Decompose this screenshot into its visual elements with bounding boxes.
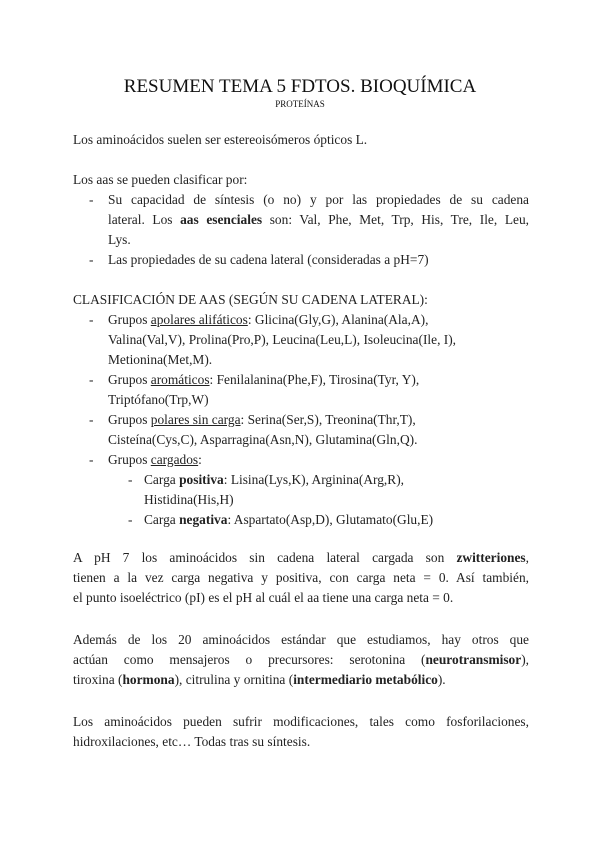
paragraph-stereoisomers: Los aminoácidos suelen ser estereoisómeros ópticos L.: [73, 132, 368, 147]
paragraph-modifications: Los aminoácidos pueden sufrir modificaciones, tales como fosforilaciones, hidroxilaciones, etc… Todas tras su síntesis.: [73, 714, 529, 749]
list-item: - Las propiedades de su cadena lateral (consideradas a pH=7): [73, 250, 529, 270]
list-item: - Carga negativa: Aspartato(Asp,D), Glutamato(Glu,E): [73, 510, 529, 530]
charged-sublist: [108, 470, 529, 530]
classification-intro: Los aas se pueden clasificar por:: [73, 172, 248, 187]
groups-list: [73, 310, 529, 530]
document-subtitle: PROTEÍNAS: [275, 99, 325, 109]
list-item: - Grupos polares sin carga: Serina(Ser,S), Treonina(Thr,T), Cisteína(Cys,C), Asparragina(Asn,N), Glutamina(Gln,Q).: [73, 410, 529, 450]
list-item: - Grupos cargados: - Carga positiva: Lisina(Lys,K), Arginina(Arg,R), Histidina(His,H) - Carga negativa: Aspartato(Asp,D), Glutamato(Glu,E): [73, 450, 529, 530]
paragraph-classification-criteria: [73, 170, 529, 270]
list-item: - Carga positiva: Lisina(Lys,K), Arginina(Arg,R), Histidina(His,H): [73, 470, 529, 510]
list-item: - Grupos apolares alifáticos: Glicina(Gly,G), Alanina(Ala,A), Valina(Val,V), Prolina(Pro,P), Leucina(Leu,L), Isoleucina(Ile, I), Metionina(Met,M).: [73, 310, 529, 370]
list-item: - Su capacidad de síntesis (o no) y por las propiedades de su cadena lateral. Los aas esenciales son: Val, Phe, Met, Trp, His, Tre, Ile, Leu, Lys.: [73, 190, 529, 250]
classification-heading: CLASIFICACIÓN DE AAS (SEGÚN SU CADENA LATERAL):: [73, 292, 428, 307]
paragraph-zwitterions: A pH 7 los aminoácidos sin cadena lateral cargada son zwitteriones, tienen a la vez carga negativa y positiva, con carga neta = 0. Así también, el punto isoeléctrico (pI) es el pH al cuál el aa tiene una carga neta = 0.: [73, 550, 529, 605]
section-classification: [73, 290, 529, 530]
paragraph-other-aminoacids: Además de los 20 aminoácidos estándar que estudiamos, hay otros que actúan como mensajeros o precursores: serotonina (neurotransmisor), tiroxina (hormona), citrulina y ornitina (intermediario metabólico).: [73, 632, 529, 687]
list-item: - Grupos aromáticos: Fenilalanina(Phe,F), Tirosina(Tyr, Y), Triptófano(Trp,W): [73, 370, 529, 410]
document-title: RESUMEN TEMA 5 FDTOS. BIOQUÍMICA: [123, 76, 477, 97]
criteria-list: [73, 190, 529, 270]
